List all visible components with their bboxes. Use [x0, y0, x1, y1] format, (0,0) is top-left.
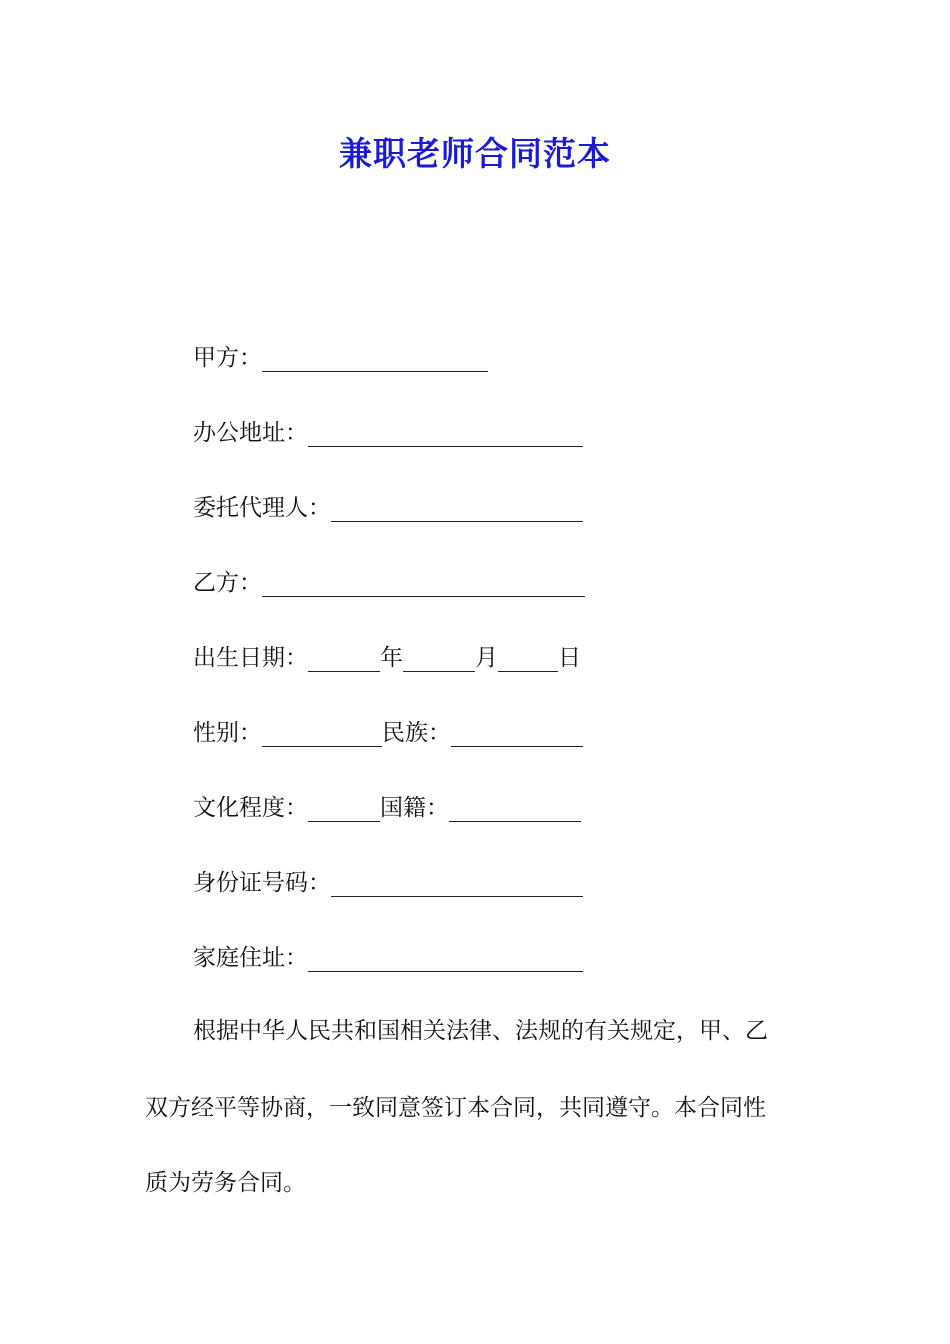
- field-education-nationality: [193, 788, 581, 828]
- birth-day-label: 日: [558, 645, 581, 671]
- education-blank: [308, 791, 380, 822]
- id-number-blank: [331, 866, 583, 897]
- field-birth-date: [193, 638, 581, 678]
- office-address-blank: [308, 416, 583, 447]
- home-address-blank: [308, 941, 583, 972]
- paragraph-line: 双方经平等协商，一致同意签订本合同，共同遵守。本合同性: [145, 1095, 766, 1121]
- nationality-label: 国籍：: [380, 795, 449, 821]
- home-address-label: 家庭住址：: [193, 945, 308, 971]
- party-b-label: 乙方：: [193, 570, 262, 596]
- birth-day-blank: [498, 641, 558, 672]
- office-address-label: 办公地址：: [193, 420, 308, 446]
- birth-year-blank: [308, 641, 380, 672]
- id-number-label: 身份证号码：: [193, 870, 331, 896]
- document-title: 兼职老师合同范本: [339, 134, 611, 173]
- paragraph-line: 根据中华人民共和国相关法律、法规的有关规定，甲、乙: [193, 1018, 768, 1044]
- agent-label: 委托代理人：: [193, 495, 331, 521]
- birth-date-label: 出生日期：: [193, 645, 308, 671]
- gender-label: 性别：: [193, 720, 262, 746]
- party-b-blank: [262, 566, 585, 597]
- field-party-b: [193, 563, 585, 603]
- party-a-label: 甲方：: [193, 345, 262, 371]
- ethnicity-blank: [451, 716, 583, 747]
- field-agent: [193, 488, 583, 528]
- education-label: 文化程度：: [193, 795, 308, 821]
- nationality-blank: [449, 791, 581, 822]
- birth-month-blank: [403, 641, 475, 672]
- field-gender-ethnicity: [193, 713, 583, 753]
- field-office-address: [193, 413, 583, 453]
- field-party-a: [193, 338, 488, 378]
- birth-month-label: 月: [475, 645, 498, 671]
- agent-blank: [331, 491, 583, 522]
- ethnicity-label: 民族：: [382, 720, 451, 746]
- field-home-address: [193, 938, 583, 978]
- gender-blank: [262, 716, 382, 747]
- paragraph-line: 质为劳务合同。: [145, 1170, 306, 1196]
- birth-year-label: 年: [380, 645, 403, 671]
- party-a-blank: [262, 341, 488, 372]
- field-id-number: [193, 863, 583, 903]
